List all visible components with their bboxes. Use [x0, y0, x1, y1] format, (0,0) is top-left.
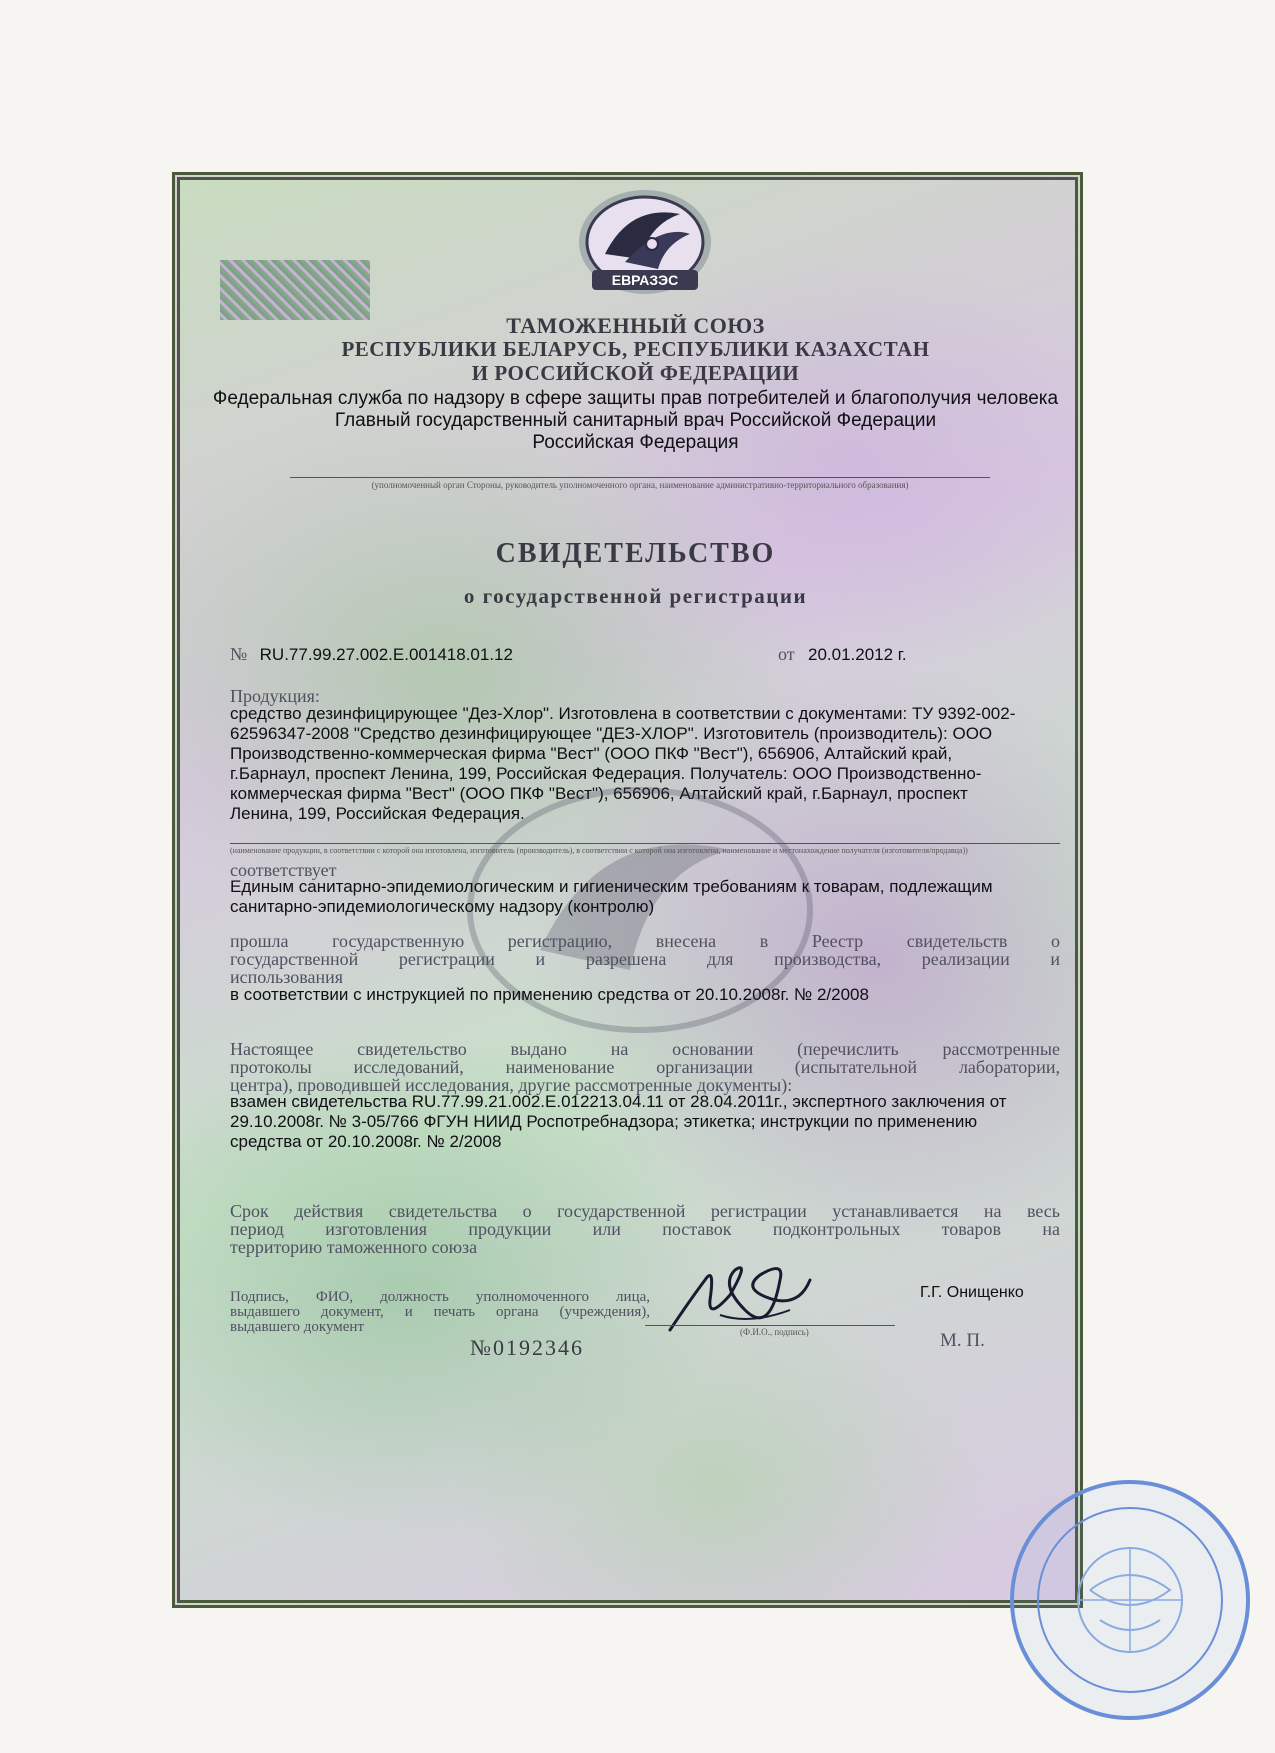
product-line: 62596347-2008 "Средство дезинфицирующее "ДЕЗ-ХЛОР". Изготовитель (производитель): ООО: [230, 724, 993, 743]
header-line-2: РЕСПУБЛИКИ БЕЛАРУСЬ, РЕСПУБЛИКИ КАЗАХСТАН: [341, 337, 930, 361]
basis-text: [230, 1040, 1060, 1094]
validity-line: территорию таможенного союза: [230, 1237, 478, 1257]
basis-line: центра), проводившей исследования, другие рассмотренные документы):: [230, 1075, 793, 1095]
registration-text: [230, 932, 1060, 986]
certificate-sheet: [172, 172, 1083, 1608]
eurasec-watermark-icon: [430, 780, 850, 1080]
certificate-subtitle: о государственной регистрации: [463, 584, 808, 608]
product-line: г.Барнаул, проспект Ленина, 199, Российская Федерация. Получатель: ООО Производственно-: [230, 764, 982, 783]
signature-caption: (Ф.И.О., подпись): [740, 1327, 809, 1337]
signature-line: [645, 1325, 895, 1326]
product-line: Ленина, 199, Российская Федерация.: [230, 804, 525, 823]
header-official: Главный государственный санитарный врач Российской Федерации: [334, 410, 937, 431]
header-agency: Федеральная служба по надзору в сфере защиты прав потребителей и благополучия человека: [212, 388, 1059, 409]
validity-line: Срок действия свидетельства о государственной регистрации устанавливается на весь: [230, 1201, 1060, 1221]
registration-line: использования: [230, 967, 344, 987]
signatory-name: Г.Г. Онищенко: [920, 1284, 1024, 1301]
certificate-number: RU.77.99.27.002.E.001418.01.12: [259, 645, 513, 664]
product-line: коммерческая фирма "Вест" (ООО ПКФ "Вест"), 656906, Алтайский край, г.Барнаул, проспект: [230, 784, 968, 803]
product-line: Производственно-коммерческая фирма "Вест" (ООО ПКФ "Вест"), 656906, Алтайский край,: [230, 744, 953, 763]
signature-label-line: выдавшего документ, и печать органа (учреждения),: [230, 1304, 650, 1320]
basis-value: [230, 1092, 1070, 1152]
header-note: (уполномоченный орган Стороны, руководитель уполномоченного органа, наименование административно-территориального образования): [290, 477, 990, 490]
certificate-number-row: [230, 644, 1050, 665]
company-stamp-icon: [1000, 1470, 1260, 1730]
basis-value-line: средства от 20.10.2008г. № 2/2008: [230, 1132, 502, 1151]
signature-label-line: выдавшего документ: [230, 1319, 365, 1335]
compliance-text: [230, 877, 1060, 917]
header-country: Российская Федерация: [532, 432, 739, 453]
registration-value: в соответствии с инструкцией по применению средства от 20.10.2008г. № 2/2008: [230, 985, 869, 1004]
validity-line: период изготовления продукции или поставок подконтрольных товаров на: [230, 1219, 1060, 1239]
number-prefix: №: [230, 644, 248, 664]
registration-line: государственной регистрации и разрешена для производства, реализации и: [230, 949, 1060, 969]
eurasec-emblem-icon: [570, 184, 720, 304]
serial-number: №0192346: [470, 1335, 584, 1360]
compliance-label: соответствует: [230, 860, 337, 880]
header-line-1: ТАМОЖЕННЫЙ СОЮЗ: [506, 313, 765, 338]
product-label: Продукция:: [230, 686, 320, 706]
registration-line: прошла государственную регистрацию, внесена в Реестр свидетельств о: [230, 931, 1060, 951]
certificate-date: 20.01.2012 г.: [808, 645, 907, 664]
compliance-line: Единым санитарно-эпидемиологическим и гигиеническим требованиям к товарам, подлежащим: [230, 877, 993, 896]
product-note: (наименование продукции, в соответствии с которой она изготовлена, изготовитель (производитель), в соответствии с которой она изготовлена, наименование и местонахождение получателя (изготовителя/продавца)): [230, 843, 1060, 855]
compliance-line: санитарно-эпидемиологическому надзору (контролю): [230, 897, 655, 916]
seal-place-label: М. П.: [940, 1330, 985, 1351]
basis-line: протоколы исследований, наименование организации (испытательной лаборатории,: [230, 1057, 1060, 1077]
date-prefix: от: [778, 644, 795, 664]
validity-text: [230, 1202, 1060, 1256]
basis-line: Настоящее свидетельство выдано на основании (перечислить рассмотренные: [230, 1039, 1060, 1059]
signature-label: [230, 1290, 650, 1335]
signature-label-line: Подпись, ФИО, должность уполномоченного лица,: [230, 1289, 650, 1305]
emblem-label: ЕВРАЗЭС: [611, 272, 679, 288]
certificate-title: СВИДЕТЕЛЬСТВО: [495, 538, 776, 569]
basis-value-line: 29.10.2008г. № 3-05/766 ФГУН НИИД Роспотребнадзора; этикетка; инструкции по применению: [230, 1112, 978, 1131]
hologram-strip: [220, 260, 370, 320]
basis-value-line: взамен свидетельства RU.77.99.21.002.E.012213.04.11 от 28.04.2011г., экспертного заключения от: [230, 1092, 1007, 1111]
product-line: средство дезинфицирующее "Дез-Хлор". Изготовлена в соответствии с документами: ТУ 9392-002-: [230, 704, 1016, 723]
header-line-3: И РОССИЙСКОЙ ФЕДЕРАЦИИ: [471, 361, 800, 385]
